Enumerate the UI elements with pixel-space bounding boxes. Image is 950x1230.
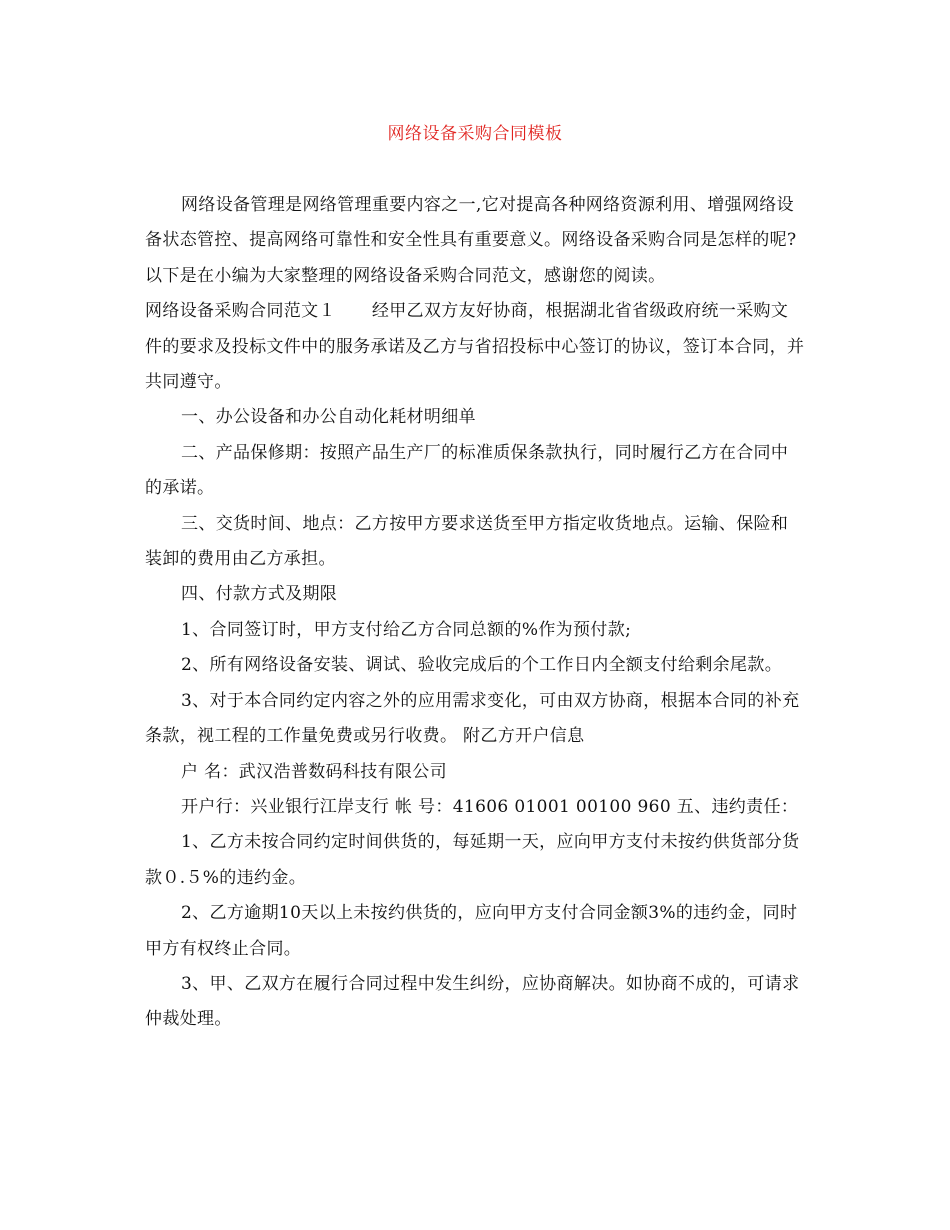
breach-3: 3、甲、乙双方在履行合同过程中发生纠纷，应协商解决。如协商不成的，可请求仲裁处理。 [145, 973, 800, 1030]
clause-3: 三、交货时间、地点：乙方按甲方要求送货至甲方指定收货地点。运输、保险和装卸的费用由乙方承担。 [145, 513, 789, 570]
document-title: 网络设备采购合同模板 [387, 124, 563, 144]
payment-2: 2、所有网络设备安装、调试、验收完成后的个工作日内全额支付给剩余尾款。 [181, 655, 783, 676]
intro-paragraph: 网络设备管理是网络管理重要内容之一,它对提高各种网络资源利用、增强网络设备状态管控、提高网络可靠性和安全性具有重要意义。网络设备采购合同是怎样的呢?以下是在小编为大家整理的网络设备采购合同范文，感谢您的阅读。 [145, 195, 797, 286]
sample-opening: 经甲乙双方友好协商，根据湖北省省级政府统一采购文件的要求及投标文件中的服务承诺及乙方与省招投标中心签订的协议，签订本合同，并共同遵守。 [145, 301, 805, 393]
breach-2: 2、乙方逾期10天以上未按约供货的，应向甲方支付合同金额3%的违约金，同时甲方有权终止合同。 [145, 903, 798, 959]
sample-paragraph [145, 294, 805, 400]
document-body [145, 188, 805, 1038]
clause-4: 四、付款方式及期限 [181, 584, 338, 605]
clause-1: 一、办公设备和办公自动化耗材明细单 [181, 407, 476, 428]
sample-label: 网络设备采购合同范文１ [145, 301, 336, 322]
payment-1: 1、合同签订时，甲方支付给乙方合同总额的%作为预付款; [181, 619, 632, 640]
account-name: 户 名：武汉浩普数码科技有限公司 [181, 761, 448, 782]
bank-line: 开户行：兴业银行江岸支行 帐 号：41606 01001 00100 960 五、违约责任： [181, 796, 799, 817]
payment-3: 3、对于本合同约定内容之外的应用需求变化，可由双方协商，根据本合同的补充条款，视工程的工作量免费或另行收费。 附乙方开户信息 [145, 690, 800, 747]
clause-2: 二、产品保修期：按照产品生产厂的标准质保条款执行，同时履行乙方在合同中的承诺。 [145, 442, 789, 499]
breach-1: 1、乙方未按合同约定时间供货的，每延期一天，应向甲方支付未按约供货部分货款０.５%的违约金。 [145, 832, 800, 888]
